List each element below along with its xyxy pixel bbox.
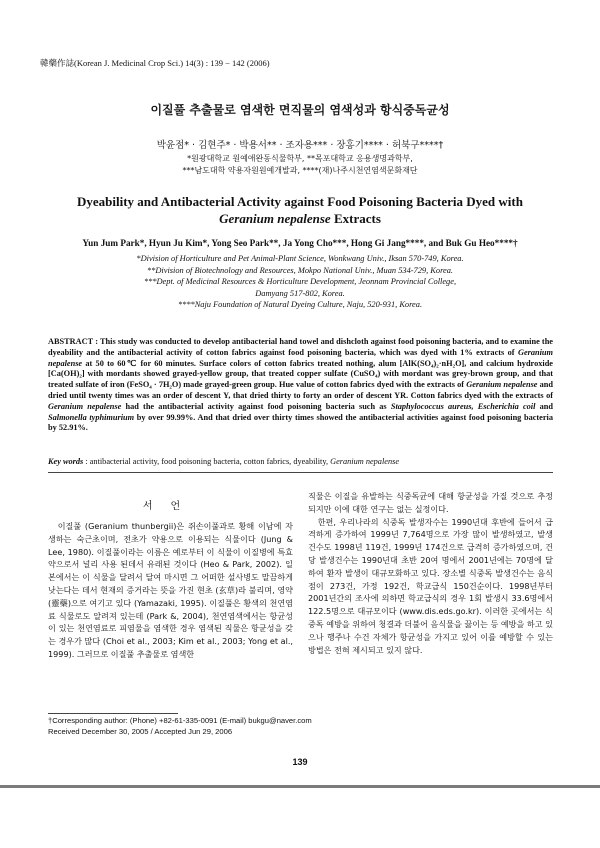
korean-affiliation-line-2: ***남도대학 약용자원원예개발과, ****(재)나주시천연염색문화재단 xyxy=(182,166,418,175)
keywords-separator: : xyxy=(83,457,90,466)
english-authors: Yun Jum Park*, Hyun Ju Kim*, Yong Seo Park**, Ja Yong Cho***, Hong Gi Jang****, and Buk Gu Heo****† xyxy=(82,238,518,248)
keywords xyxy=(48,457,553,466)
abstract-divider xyxy=(48,472,553,473)
paragraph: 한편, 우리나라의 식중독 발생자수는 1990년대 후반에 들어서 급격하게 증가하여 1999년 7,764명으로 가장 많이 발생하였고, 발생 건수도 1998년 119건, 1999년 174건으로 급격히 증가하였으며, 건당 발생건수는 1990년대 초반 20여 명에서 2001년에는 70명에 달하여 환자 발생이 대규모화하고 있다. 장소별 식중독 발생건수는 음식점이 273건, 가정 192건, 학교급식 150건순이다. 1998년부터 2001년간의 조사에 의하면 학교급식의 경우 1회 발생시 33.6명에서 122.5명으로 대규모이다 (www.dis.eds.go.kr). 이러한 곳에서는 식중독 예방을 위하여 청결과 더불어 음식물을 끓이는 등 예방을 하고 있으나 행주나 수건 자체가 항균성을 가지고 있어 이를 예방할 수 있는 방법은 전혀 제시되고 있지 않다. xyxy=(308,516,553,655)
english-affiliation-line: Damyang 517-802, Korea. xyxy=(255,288,345,298)
corresponding-author: †Corresponding author: (Phone) +82-61-335-0091 (E-mail) bukgu@naver.com xyxy=(48,716,312,725)
paragraph: 이질풀 (Geranium thunbergii)은 쥐손이풀과로 황해 이남에 자생하는 숙근초이며, 전초가 약용으로 이용되는 식물이다 (Jung & Lee, 1980). 이질풀이라는 이름은 예로부터 이 식물이 이질병에 특효약으로서 널리 사용 된데서 유래된 것이다 (Heo & Park, 2002). 일본에서는 이 식물을 달려서 달여 마시면 그 어떠한 설사병도 말끔하게 낫는다는 데서 현재의 증거라는 뜻을 가진 현초 (玄草)라 불리며, 영약 (靈藥)으로 여기고 있다 (Yamazaki, 1995). 이질풀은 황색의 천연염료 식물로도 알려져 있는데 (Park &, 2004), 천연염색에서는 항균성이 있는 천연염료로 피염물을 염색한 경우 염색된 직물은 항균성을 갖는 경우가 많다 (Choi et al., 2003; Kim et al., 2003; Yong et al., 1999). 그러므로 이질풀 추출물로 염색한 xyxy=(48,521,293,659)
english-title-line-2 xyxy=(30,210,570,227)
abstract-text: and dried until twenty times was an order of descent Y, that dried thirty to forty an order of descent YR. Cotton fabrics dyed with the extracts of xyxy=(48,380,553,400)
keywords-text: antibacterial activity, food poisoning bacteria, cotton fabrics, dyeability, xyxy=(89,457,331,466)
abstract-text: at 50 to 60℃ for 60 minutes. Surface colors of cotton fabrics treated nothing, alum [AlK(SO₄)₂·nH₂O], and calcium hydroxide [Ca(OH)₂] with mordants showed grayed-yellow group, that treated copper sulfate (CuSO₄) with mordant was grey-brown group, and that treated sulfate of iron (FeSO₄ · 7H₂O) made grayed-green group. Hue value of cotton fabrics dyed with the extracts of xyxy=(48,358,553,390)
abstract-species: Geranium nepalense xyxy=(466,380,538,390)
keywords-label: Key words xyxy=(48,457,84,466)
abstract-text: had the antibacterial activity against food poisoning bacteria such as xyxy=(121,401,391,411)
korean-affiliation-line-1: *원광대학교 원예애완동식물학부, **목포대학교 응용생명과학부, xyxy=(187,154,413,163)
abstract-text: This study was conducted to develop antibacterial hand towel and dishcloth against food poisoning bacteria, and to examine the dyeability and the antibacterial activity of cotton fabrics against food poisoning bacteria, which was dyed with 1% extracts of xyxy=(48,337,553,357)
scan-edge-line xyxy=(0,785,600,788)
paragraph: 직물은 이질을 유발하는 식중독균에 대해 항균성을 가질 것으로 추정되지만 이에 대한 연구는 없는 실정이다. xyxy=(308,491,553,514)
english-affiliation-line: ****Naju Foundation of Natural Dyeing Culture, Naju, 520-931, Korea. xyxy=(177,300,423,309)
english-affiliation-line: ***Dept. of Medicinal Resources & Horticulture Development, Jeonnam Provincial College, xyxy=(143,277,457,286)
english-affiliation-line: **Division of Biotechnology and Resources, Mokpo National Univ., Muan 534-729, Korea. xyxy=(146,265,454,275)
footnote xyxy=(48,716,312,737)
english-title-species: Geranium nepalense xyxy=(219,211,331,226)
english-title xyxy=(30,193,570,227)
abstract-bacteria: Staphylococcus aureus, Escherichia coil xyxy=(390,401,536,411)
abstract-label: ABSTRACT : xyxy=(48,337,101,346)
korean-affiliations xyxy=(0,153,600,177)
abstract-text: and xyxy=(535,401,553,411)
abstract xyxy=(48,337,553,434)
english-title-suffix: Extracts xyxy=(330,211,381,226)
left-column xyxy=(48,520,293,661)
english-affiliation-line: *Division of Horticulture and Pet Animal-Plant Science, Wonkwang Univ., Iksan 570-749, Korea. xyxy=(136,254,464,263)
page-number: 139 xyxy=(292,757,308,767)
abstract-bacteria: Salmonella typhimurium xyxy=(48,412,135,422)
abstract-text: by over 99.99%. And that dried over thirty times showed the antibacterial activities against food poisoning bacteria by 52.91%. xyxy=(48,412,554,433)
korean-title: 이질풀 추출물로 염색한 면직물의 염색성과 항식중독균성 xyxy=(150,103,450,117)
section-heading-introduction: 서언 xyxy=(142,501,199,512)
abstract-species: Geranium nepalense xyxy=(48,347,553,368)
abstract-species: Geranium nepalense xyxy=(48,401,122,411)
received-accepted-dates: Received December 30, 2005 / Accepted Jun 29, 2006 xyxy=(48,726,233,736)
korean-authors: 박윤점* · 김현주* · 박용서** · 조자용*** · 장홍기**** · 허북구****† xyxy=(156,140,444,151)
keywords-species: Geranium nepalense xyxy=(330,457,400,466)
footnote-divider xyxy=(48,713,178,714)
english-title-line-1: Dyeability and Antibacterial Activity against Food Poisoning Bacteria Dyed with xyxy=(77,194,523,209)
english-affiliations xyxy=(40,253,560,311)
right-column xyxy=(308,490,553,656)
journal-citation: 韓藥作誌(Korean J. Medicinal Crop Sci.) 14(3) : 139 − 142 (2006) xyxy=(40,58,270,68)
